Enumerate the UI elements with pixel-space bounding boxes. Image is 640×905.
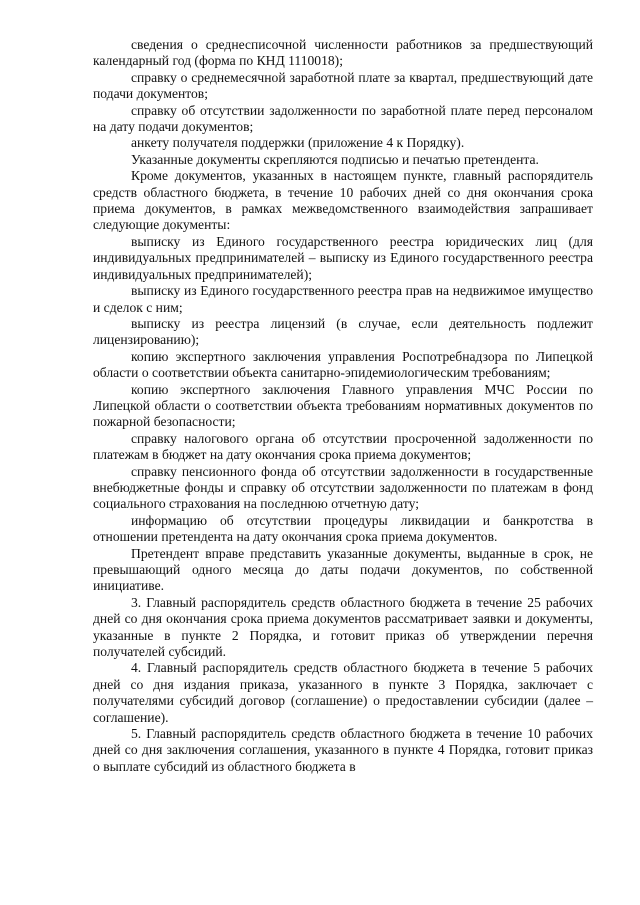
paragraph-signature-seal: Указанные документы скрепляются подписью и печатью претендента.: [131, 151, 539, 167]
paragraph-license-extract: выписку из реестра лицензий (в случае, если деятельность подлежит лицензированию);: [93, 315, 593, 348]
paragraph-tax-certificate: справку налогового органа об отсутствии просроченной задолженности по платежам в бюджет на дату окончания срока приема документов;: [93, 430, 593, 463]
paragraph-pension-fund: справку пенсионного фонда об отсутствии задолженности в государственные внебюджетные фонды и справку об отсутствии задолженности по платежам в фонд социального страхования на последнюю отчетную дату;: [93, 463, 593, 512]
paragraph-own-initiative: Претендент вправе представить указанные документы, выданные в срок, не превышающий одного месяца до даты подачи документов, по собственной инициативе.: [93, 545, 593, 594]
paragraph-headcount: сведения о среднесписочной численности работников за предшествующий календарный год (форма по КНД 1110018);: [93, 37, 593, 69]
paragraph-interagency-request: Кроме документов, указанных в настоящем пункте, главный распорядитель средств областного бюджета, в течение 10 рабочих дней со дня окончания срока приема документов, в рамках межведомственного взаимодействия запрашивает следующие документы:: [93, 168, 593, 233]
paragraph-item-5: 5. Главный распорядитель средств областного бюджета в течение 10 рабочих дней со дня заключения соглашения, указанного в пункте 4 Порядка, готовит приказ о выплате субсидий из областного бюджета в: [93, 726, 593, 774]
paragraph-egrul-extract: выписку из Единого государственного реестра юридических лиц (для индивидуальных предпринимателей – выписку из Единого государственного реестра индивидуальных предпринимателей);: [93, 233, 593, 282]
paragraph-item-3: 3. Главный распорядитель средств областного бюджета в течение 25 рабочих дней со дня окончания срока приема документов рассматривает заявки и документы, указанные в пункте 2 Порядка, и готовит приказ об утверждении перечня получателей субсидий.: [93, 594, 593, 660]
paragraph-salary-debt: справку об отсутствии задолженности по заработной плате перед персоналом на дату подачи документов;: [93, 102, 593, 135]
paragraph-questionnaire: анкету получателя поддержки (приложение 4 к Порядку).: [131, 135, 465, 151]
paragraph-liquidation-info: информацию об отсутствии процедуры ликвидации и банкротства в отношении претендента на дату окончания срока приема документов.: [93, 512, 593, 545]
paragraph-rospotrebnadzor: копию экспертного заключения управления Роспотребнадзора по Липецкой области о соответствии объекта санитарно-эпидемиологическим требованиям;: [93, 348, 593, 381]
paragraph-salary-certificate: справку о среднемесячной заработной плате за квартал, предшествующий дате подачи документов;: [93, 69, 593, 102]
paragraph-item-4: 4. Главный распорядитель средств областного бюджета в течение 5 рабочих дней со дня издания приказа, указанного в пункте 3 Порядка, заключает с получателями субсидий договор (соглашение) о предоставлении субсидии (далее – соглашение).: [93, 660, 593, 725]
paragraph-mchs: копию экспертного заключения Главного управления МЧС России по Липецкой области о соответствии объекта требованиям нормативных документов по пожарной безопасности;: [93, 381, 593, 430]
paragraph-property-extract: выписку из Единого государственного реестра прав на недвижимое имущество и сделок с ним;: [93, 283, 593, 315]
